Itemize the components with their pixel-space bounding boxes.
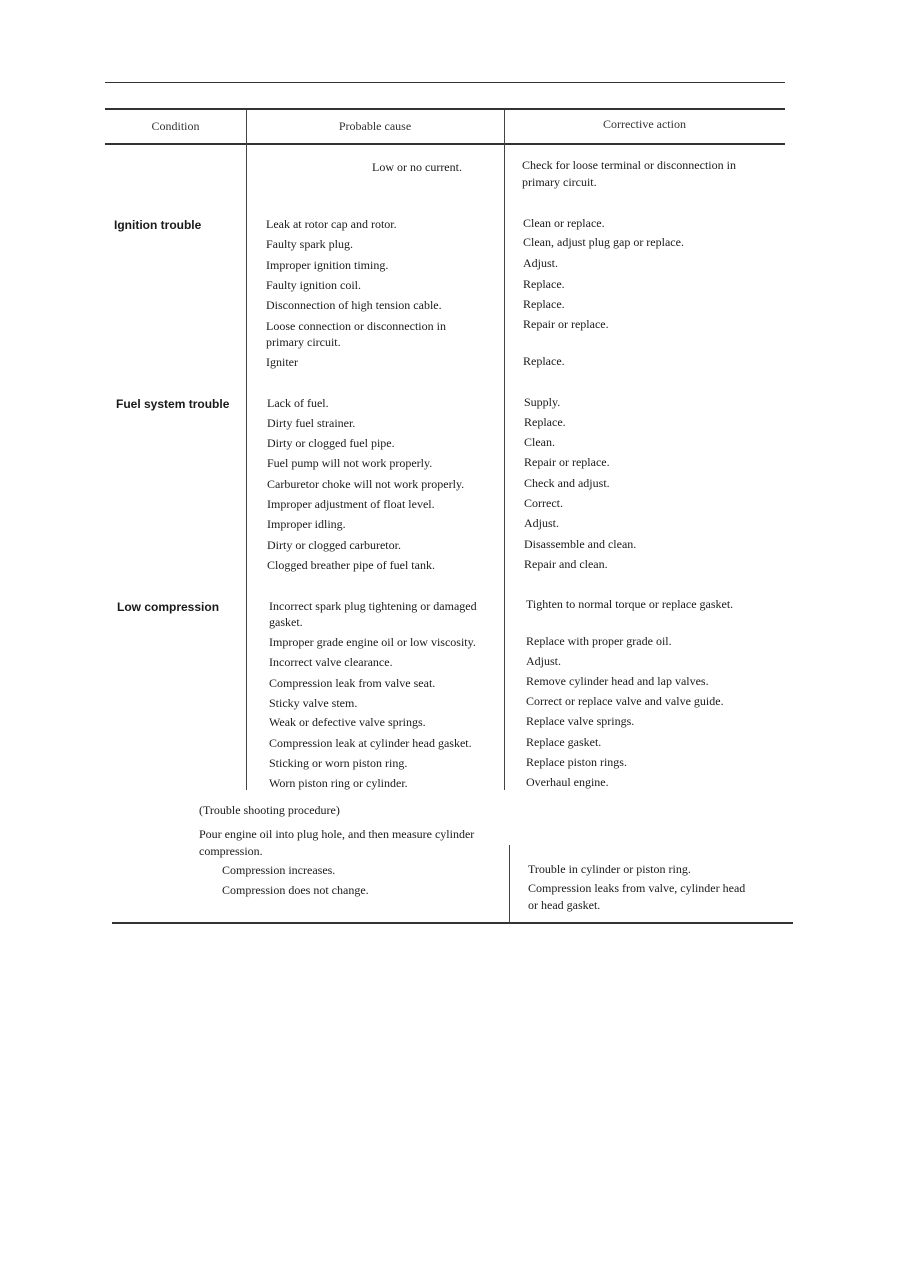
- cause-line: Worn piston ring or cylinder.: [269, 776, 408, 790]
- cause-line: Fuel pump will not work properly.: [267, 456, 433, 470]
- cause-line: Dirty fuel strainer.: [267, 416, 356, 430]
- cause-line: Compression leak from valve seat.: [269, 676, 436, 690]
- cause-line: Improper idling.: [267, 517, 346, 531]
- cause-line: Dirty or clogged carburetor.: [267, 538, 401, 552]
- cause-line: Dirty or clogged fuel pipe.: [267, 436, 395, 450]
- cause-line: Sticky valve stem.: [269, 696, 358, 710]
- procedure-result: Compression increases.: [222, 863, 336, 877]
- action-line: Correct or replace valve and valve guide.: [526, 694, 724, 708]
- condition-label: Low compression: [117, 600, 220, 614]
- procedure-title: (Trouble shooting procedure): [199, 803, 340, 817]
- action-line: Remove cylinder head and lap valves.: [526, 674, 709, 688]
- top-rule: [105, 82, 785, 83]
- intro-cause: Low or no current.: [372, 160, 462, 174]
- header-corrective-action: Corrective action: [603, 117, 686, 131]
- action-line: Repair or replace.: [523, 317, 609, 331]
- condition-label: Ignition trouble: [114, 218, 202, 232]
- cause-line: Faulty spark plug.: [266, 237, 353, 251]
- action-line: Clean.: [524, 435, 555, 449]
- action-line: Tighten to normal torque or replace gasket.: [526, 597, 734, 611]
- cause-line: Clogged breather pipe of fuel tank.: [267, 558, 435, 572]
- procedure-conclusion: or head gasket.: [528, 898, 601, 912]
- intro-action-line: Check for loose terminal or disconnection in: [522, 158, 736, 172]
- cause-line: Leak at rotor cap and rotor.: [266, 217, 397, 231]
- header-probable-cause: Probable cause: [338, 119, 412, 133]
- procedure-conclusion: Trouble in cylinder or piston ring.: [528, 862, 691, 876]
- action-line: Check and adjust.: [524, 476, 610, 490]
- action-line: Replace piston rings.: [526, 755, 627, 769]
- action-line: Adjust.: [524, 516, 560, 530]
- cause-line: Weak or defective valve springs.: [269, 715, 426, 729]
- action-line: Adjust.: [526, 654, 562, 668]
- column-divider-1: [246, 110, 247, 790]
- action-line: Clean or replace.: [523, 216, 605, 230]
- procedure-conclusion: Compression leaks from valve, cylinder head: [528, 881, 746, 895]
- header-top-rule: [105, 108, 785, 110]
- procedure-instruction: Pour engine oil into plug hole, and then measure cylinder: [199, 827, 475, 841]
- action-line: Supply.: [524, 395, 561, 409]
- cause-line: primary circuit.: [266, 335, 341, 349]
- action-line: Clean, adjust plug gap or replace.: [523, 235, 684, 249]
- cause-line: Improper grade engine oil or low viscosity.: [269, 635, 476, 649]
- bottom-rule: [112, 922, 793, 924]
- cause-line: Sticking or worn piston ring.: [269, 756, 408, 770]
- action-line: Overhaul engine.: [526, 775, 609, 789]
- column-divider-2: [504, 110, 505, 790]
- action-line: Replace.: [523, 297, 565, 311]
- cause-line: Igniter: [266, 355, 298, 369]
- action-line: Replace with proper grade oil.: [526, 634, 672, 648]
- cause-line: gasket.: [269, 615, 303, 629]
- cause-line: Loose connection or disconnection in: [266, 319, 446, 333]
- action-line: Repair and clean.: [524, 557, 608, 571]
- condition-label: Fuel system trouble: [116, 397, 230, 411]
- header-bottom-rule: [105, 143, 785, 145]
- action-line: Replace valve springs.: [526, 714, 635, 728]
- cause-line: Faulty ignition coil.: [266, 278, 361, 292]
- action-line: Replace gasket.: [526, 735, 602, 749]
- action-line: Replace.: [524, 415, 566, 429]
- procedure-instruction: compression.: [199, 844, 263, 858]
- action-line: Replace.: [523, 354, 565, 368]
- cause-line: Improper ignition timing.: [266, 258, 389, 272]
- action-line: Repair or replace.: [524, 455, 610, 469]
- cause-line: Carburetor choke will not work properly.: [267, 477, 465, 491]
- cause-line: Compression leak at cylinder head gasket.: [269, 736, 472, 750]
- action-line: Correct.: [524, 496, 563, 510]
- action-line: Adjust.: [523, 256, 559, 270]
- cause-line: Lack of fuel.: [267, 396, 329, 410]
- header-condition: Condition: [151, 119, 200, 133]
- intro-action-line: primary circuit.: [522, 175, 597, 189]
- cause-line: Disconnection of high tension cable.: [266, 298, 442, 312]
- procedure-result: Compression does not change.: [222, 883, 369, 897]
- cause-line: Incorrect spark plug tightening or damaged: [269, 599, 477, 613]
- action-line: Replace.: [523, 277, 565, 291]
- action-line: Disassemble and clean.: [524, 537, 637, 551]
- cause-line: Incorrect valve clearance.: [269, 655, 393, 669]
- procedure-divider: [509, 845, 510, 922]
- cause-line: Improper adjustment of float level.: [267, 497, 435, 511]
